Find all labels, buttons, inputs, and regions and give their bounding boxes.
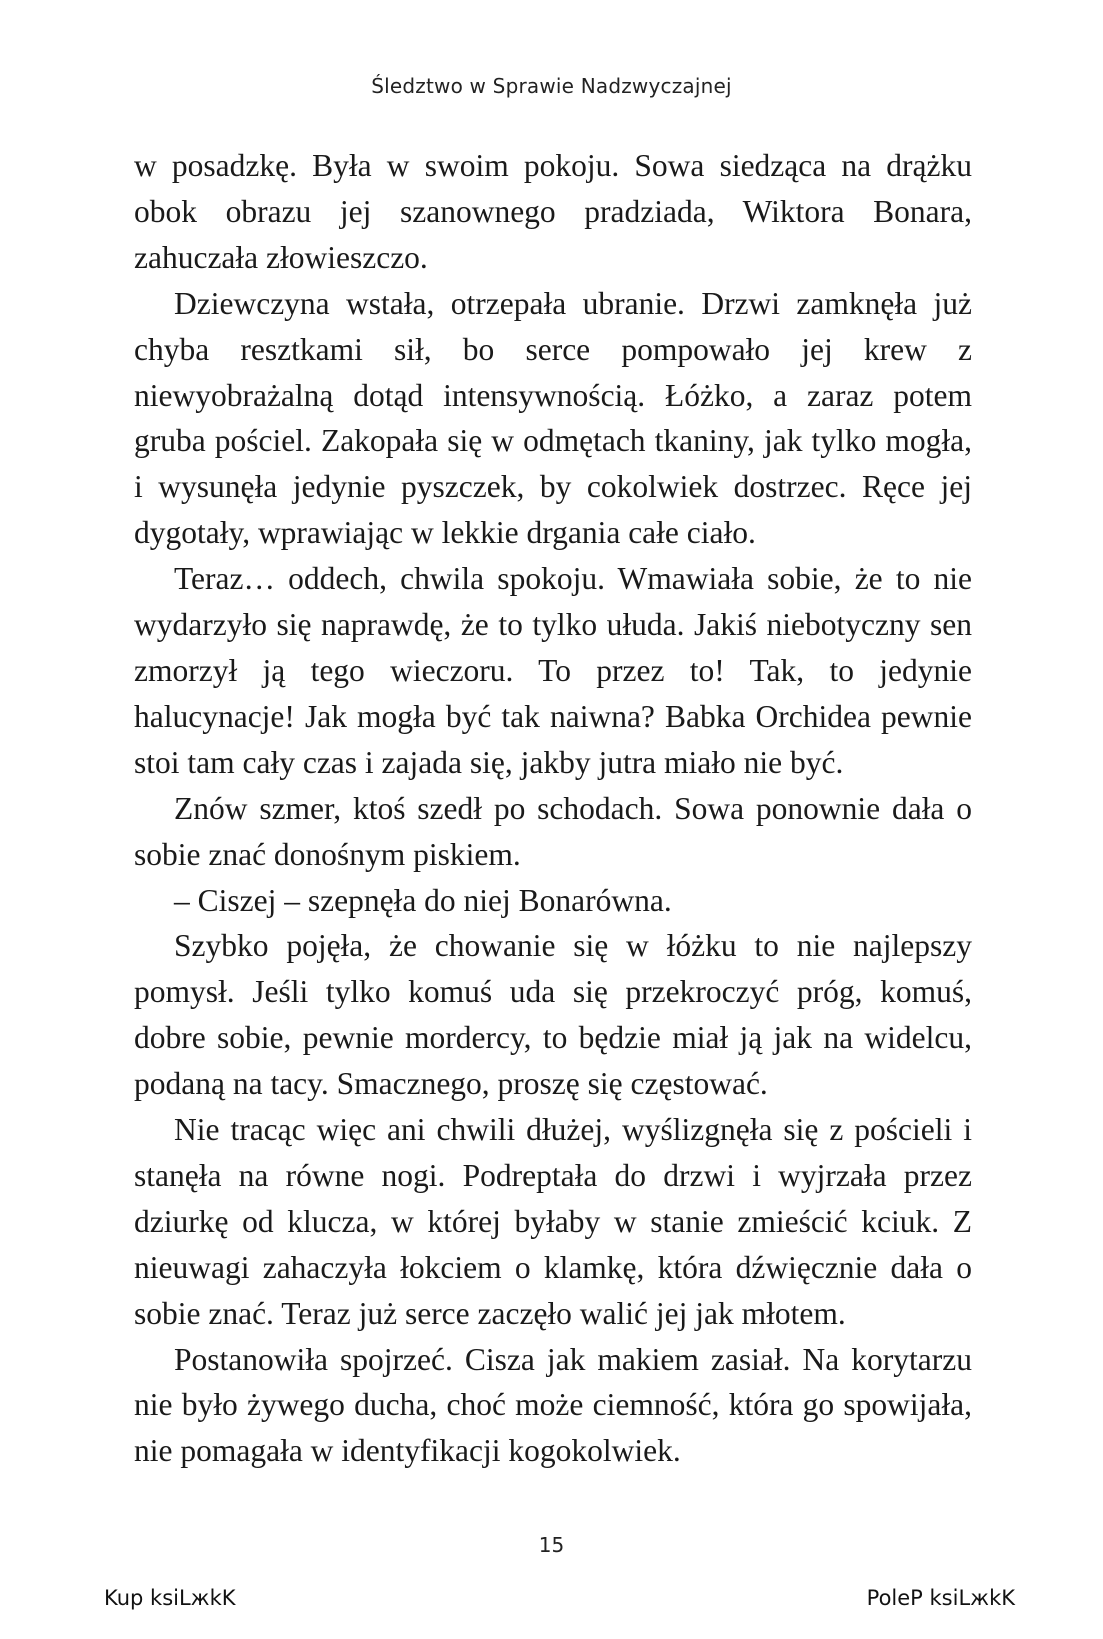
paragraph: Teraz… oddech, chwila spokoju. Wmawiała sobie, że to nie wydarzyło się naprawdę, że to tylko ułuda. Jakiś niebotyczny sen zmorzył ją tego wieczoru. To przez to! Tak, to jedynie halucynacje! Jak mogła być tak naiwna? Babka Orchidea pewnie stoi tam cały czas i zajada się, jakby jutra miało nie być. xyxy=(134,561,972,780)
paragraph: w posadzkę. Była w swoim pokoju. Sowa siedząca na drążku obok obrazu jej szanownego pradziada, Wiktora Bonara, zahuczała złowieszczo. xyxy=(134,148,972,275)
paragraph: Szybko pojęła, że chowanie się w łóżku to nie najlepszy pomysł. Jeśli tylko komuś uda się przekroczyć próg, komuś, dobre sobie, pewnie mordercy, to będzie miał ją jak na widelcu, podaną na tacy. Smacznego, proszę się częstować. xyxy=(134,928,972,1102)
paragraph: Znów szmer, ktoś szedł po schodach. Sowa ponownie dała o sobie znać donośnym piskiem. xyxy=(134,790,972,872)
recommend-book-link[interactable]: PoleP ksiLжkK xyxy=(866,1586,1015,1610)
paragraph: Postanowiła spojrzeć. Cisza jak makiem zasiał. Na korytarzu nie było żywego ducha, choć może ciemność, która go spowijała, nie pomagała w identyfikacji kogokolwiek. xyxy=(134,1341,972,1469)
running-header: Śledztwo w Sprawie Nadzwyczajnej xyxy=(371,74,732,98)
paragraph: Nie tracąc więc ani chwili dłużej, wyślizgnęła się z pościeli i stanęła na równe nogi. Podreptała do drzwi i wyjrzała przez dziurkę od klucza, w której byłaby w stanie zmieścić kciuk. Z nieuwagi zahaczyła łokciem o klamkę, która dźwięcznie dała o sobie znać. Teraz już serce zaczęło walić jej jak młotem. xyxy=(134,1112,972,1331)
paragraph: Dziewczyna wstała, otrzepała ubranie. Drzwi zamknęła już chyba resztkami sił, bo serce pompowało jej krew z niewyobrażalną dotąd intensywnością. Łóżko, a zaraz potem gruba pościel. Zakopała się w odmętach tkaniny, jak tylko mogła, i wysunęła jedynie pyszczek, by cokolwiek dostrzec. Ręce jej dygotały, wprawiając w lekkie drgania całe ciało. xyxy=(134,285,972,551)
buy-book-link[interactable]: Kup ksiLжkK xyxy=(104,1586,236,1610)
page-number: 15 xyxy=(538,1533,565,1557)
dialogue-line: – Ciszej – szepnęła do niej Bonarówna. xyxy=(174,882,672,918)
body-text xyxy=(134,143,972,1474)
